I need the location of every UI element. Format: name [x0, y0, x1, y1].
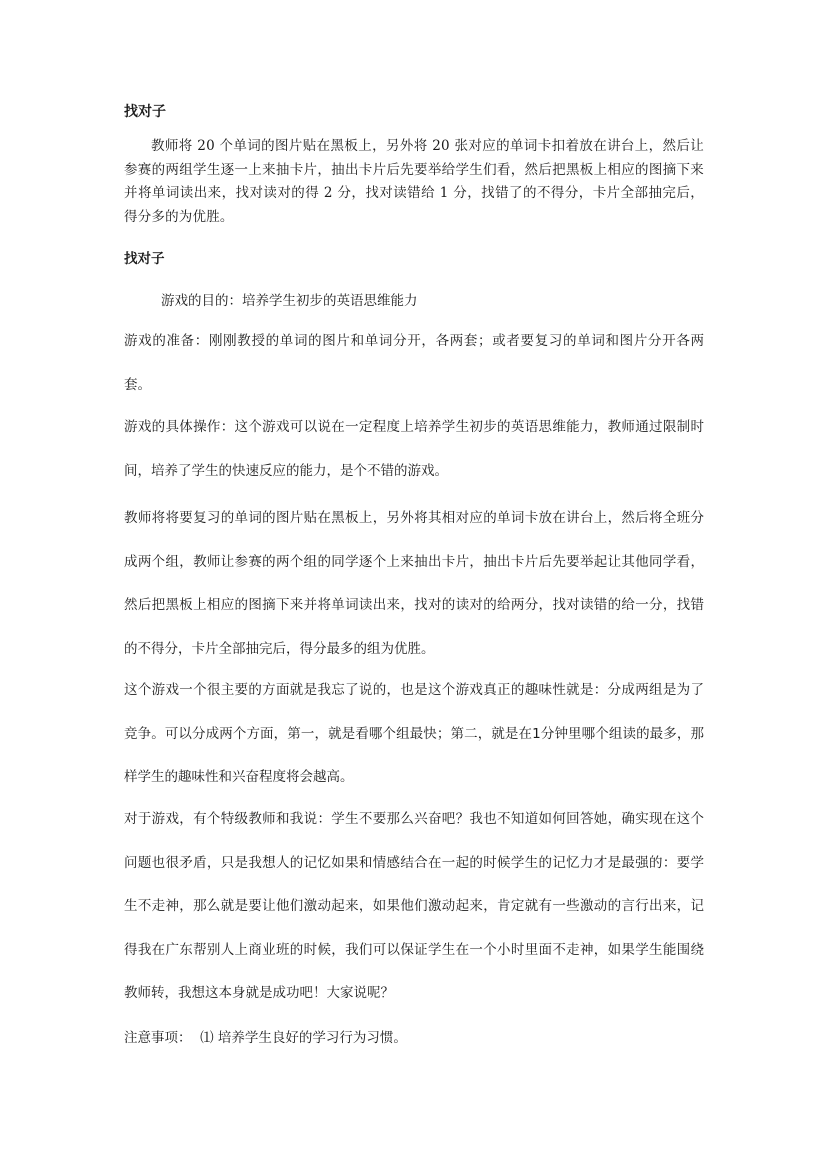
- heading-find-pairs-secondary: 找对子: [124, 251, 165, 267]
- game-preparation: 游戏的准备：刚刚教授的单词的图片和单词分开，各两套；或者要复习的单词和图片分开各两套。: [124, 333, 704, 393]
- heading-find-pairs: 找对子: [124, 104, 166, 120]
- game-interest: 这个游戏一个很主要的方面就是我忘了说的，也是这个游戏真正的趣味性就是：分成两组是为了竞争。可以分成两个方面，第一，就是看哪个组最快；第二，就是在1分钟里哪个组读的最多，那样学生的趣味性和兴奋程度将会越高。: [124, 682, 704, 785]
- game-operation: 游戏的具体操作：这个游戏可以说在一定程度上培养学生初步的英语思维能力，教师通过限制时间，培养了学生的快速反应的能力，是个不错的游戏。: [124, 419, 704, 479]
- game-purpose: 游戏的目的：培养学生初步的英语思维能力: [161, 293, 418, 309]
- document-page: [124, 0, 706, 1169]
- notes: 注意事项： ⑴ 培养学生良好的学习行为习惯。: [124, 1030, 407, 1046]
- intro-paragraph: 教师将 20 个单词的图片贴在黑板上，另外将 20 张对应的单词卡扣着放在讲台上，然后让参赛的两组学生逐一上来抽卡片，抽出卡片后先要举给学生们看，然后把黑板上相应的图摘下来并将单词读出来，找对读对的得 2 分，找对读错给 1 分，找错了的不得分，卡片全部抽完后，得分多的为优胜。: [124, 138, 704, 225]
- teacher-reflection: 对于游戏，有个特级教师和我说：学生不要那么兴奋吧？我也不知道如何回答她，确实现在这个问题也很矛盾，只是我想人的记忆如果和情感结合在一起的时候学生的记忆力才是最强的：要学生不走神，那么就是要让他们激动起来，如果他们激动起来，肯定就有一些激动的言行出来，记得我在广东帮别人上商业班的时候，我们可以保证学生在一个小时里面不走神，如果学生能围绕教师转，我想这本身就是成功吧！大家说呢？: [124, 811, 704, 1001]
- game-procedure: 教师将将要复习的单词的图片贴在黑板上，另外将其相对应的单词卡放在讲台上，然后将全班分成两个组，教师让参赛的两个组的同学逐个上来抽出卡片，抽出卡片后先要举起让其他同学看，然后把黑板上相应的图摘下来并将单词读出来，找对的读对的给两分，找对读错的给一分，找错的不得分，卡片全部抽完后，得分最多的组为优胜。: [124, 510, 704, 657]
